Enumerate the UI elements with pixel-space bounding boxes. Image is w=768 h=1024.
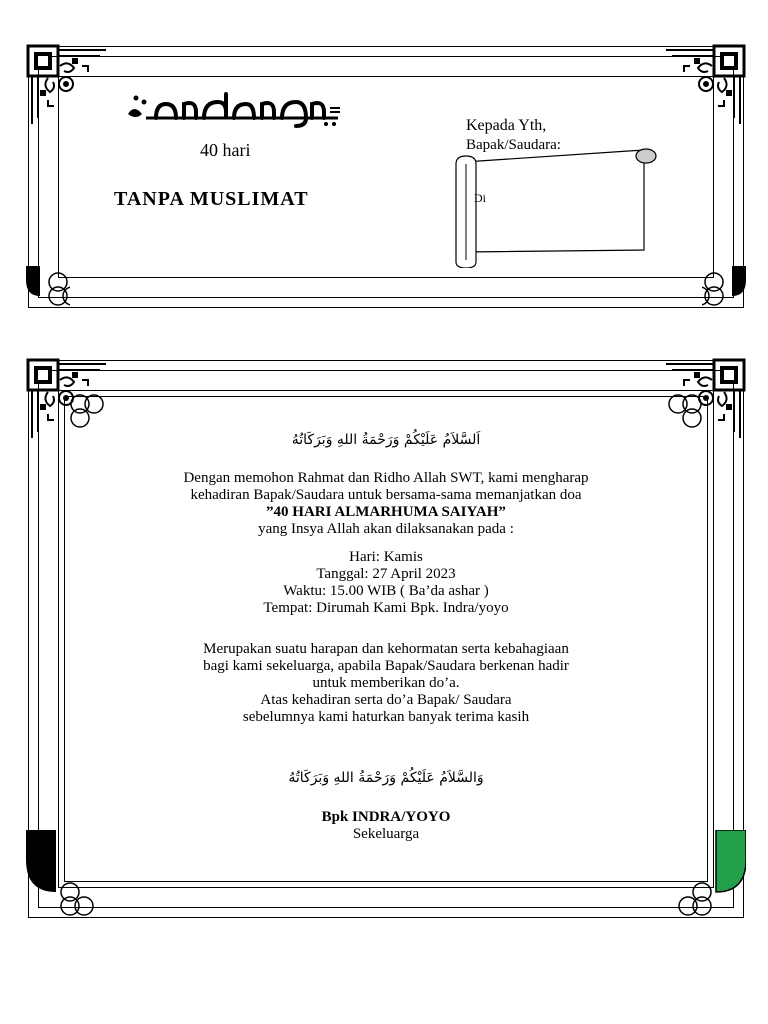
address-prefix: Di [474,191,486,205]
intro-after-line: yang Insya Allah akan dilaksanakan pada : [258,521,514,537]
intro-line: kehadiran Bapak/Saudara untuk bersama-sama memanjatkan doa [190,487,582,503]
recipient-label: Bapak/Saudara: [466,137,561,153]
greeting-closing-arabic: وَالسَّلاَمُ عَلَيْكُمْ وَرَحْمَةُ اللهِ وَبَرَكَاتُهُ [288,770,484,786]
corner-ornament-icon [26,44,116,134]
closing-line: untuk memberikan do’a. [312,675,460,691]
detail-time: Waktu: 15.00 WIB ( Ba’da ashar ) [283,583,489,599]
detail-date: Tanggal: 27 April 2023 [316,566,456,582]
subtitle: 40 hari [200,140,251,160]
corner-loop-icon [656,830,746,920]
event-title: ”40 HARI ALMARHUMA SAIYAH” [266,504,506,520]
invitation-card [28,360,744,918]
undangan-calligraphy-logo [126,88,344,128]
signature-name: Bpk INDRA/YOYO [321,809,451,825]
greeting-opening-arabic: اَلسَّلاَمُ عَلَيْكُمْ وَرَحْمَةُ اللهِ وَبَرَكَاتُهُ [291,432,481,448]
closing-line: sebelumnya kami haturkan banyak terima kasih [242,709,530,725]
detail-place: Tempat: Dirumah Kami Bpk. Indra/yoyo [263,600,509,616]
closing-line: Merupakan suatu harapan dan kehormatan serta kebahagiaan [203,641,569,657]
closing-line: bagi kami sekeluarga, apabila Bapak/Saudara berkenan hadir [203,658,569,674]
corner-ornament-icon [656,44,746,134]
closing-line: Atas kehadiran serta do’a Bapak/ Saudara [260,692,512,708]
scroll-banner-icon [444,144,660,268]
corner-loop-icon [26,830,116,920]
envelope-card [28,46,744,308]
signature-subtitle: Sekeluarga [352,826,420,842]
corner-loop-icon [702,266,746,310]
recipient-heading: Kepada Yth, [466,117,547,134]
corner-loop-icon [26,266,70,310]
intro-line: Dengan memohon Rahmat dan Ridho Allah SWT, kami mengharap [183,470,589,486]
detail-day: Hari: Kamis [349,549,423,565]
event-name: TANPA MUSLIMAT [114,188,309,210]
